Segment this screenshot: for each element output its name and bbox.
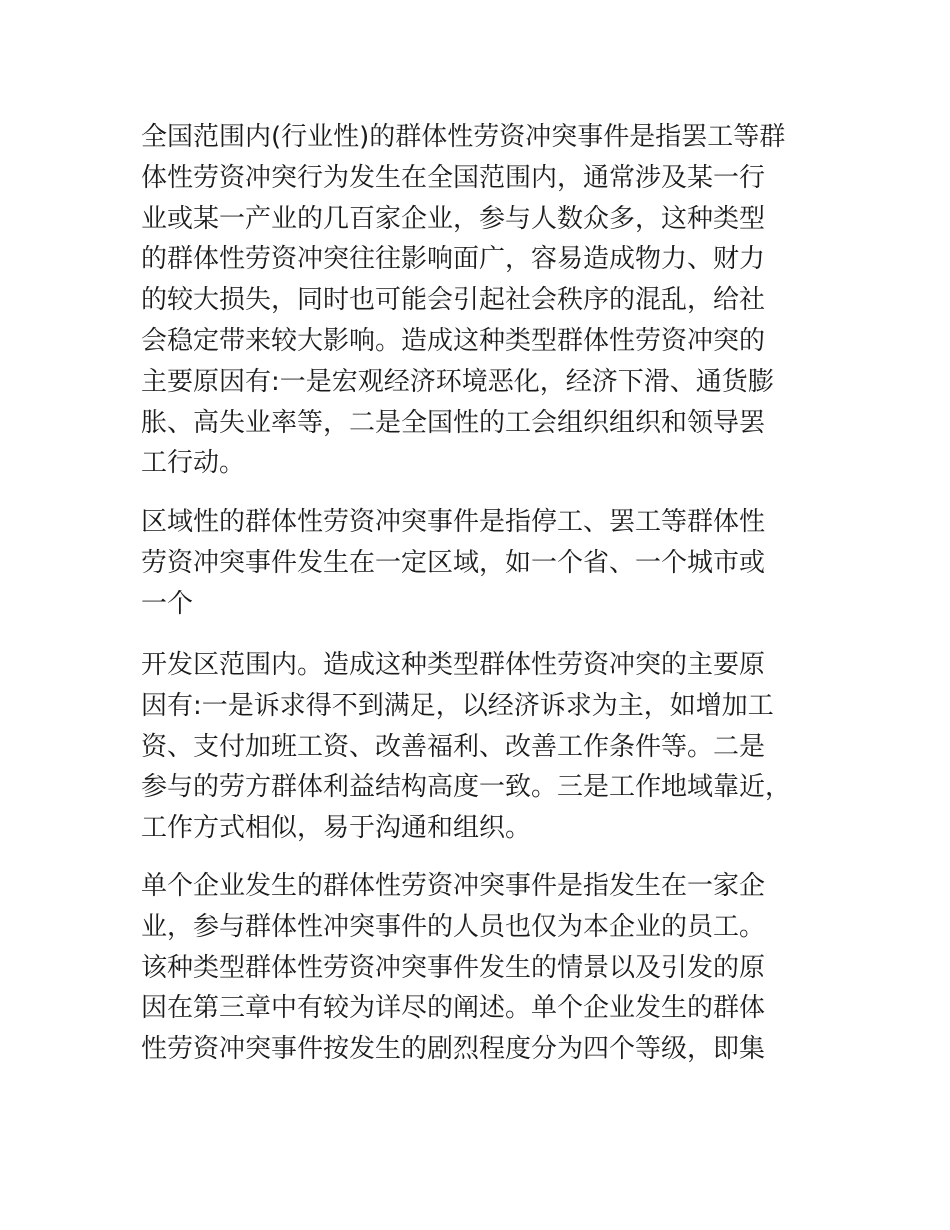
text-line: 全国范围内(行业性)的群体性劳资冲突事件是指罢工等群 (141, 122, 786, 152)
paragraph-national-conflict (141, 117, 821, 484)
text-line: 劳资冲突事件发生在一定区域，如一个省、一个城市或 (141, 547, 766, 578)
text-line: 资、支付加班工资、改善福利、改善工作条件等。二是 (141, 731, 766, 762)
text-line: 区域性的群体性劳资冲突事件是指停工、罢工等群体性 (141, 507, 766, 537)
paragraph-regional-causes (141, 645, 821, 849)
text-line: 开发区范围内。造成这种类型群体性劳资冲突的主要原 (141, 650, 766, 680)
text-line: 单个企业发生的群体性劳资冲突事件是指发生在一家企 (141, 871, 766, 901)
text-line: 的群体性劳资冲突往往影响面广，容易造成物力、财力 (141, 244, 766, 275)
text-line: 工作方式相似，易于沟通和组织。 (141, 813, 532, 844)
text-line: 性劳资冲突事件按发生的剧烈程度分为四个等级，即集 (141, 1034, 766, 1065)
text-line: 因在第三章中有较为详尽的阐述。单个企业发生的群体 (141, 993, 766, 1024)
text-line: 工行动。 (141, 448, 246, 479)
text-line: 一个 (141, 588, 194, 619)
text-line: 业，参与群体性冲突事件的人员也仅为本企业的员工。 (141, 911, 766, 942)
paragraph-single-enterprise-conflict (141, 866, 821, 1070)
text-line: 主要原因有:一是宏观经济环境恶化，经济下滑、通货膨 (141, 366, 774, 397)
text-line: 会稳定带来较大影响。造成这种类型群体性劳资冲突的 (141, 325, 766, 356)
text-line: 因有:一是诉求得不到满足，以经济诉求为主，如增加工 (141, 690, 774, 721)
text-line: 参与的劳方群体利益结构高度一致。三是工作地域靠近， (141, 772, 792, 803)
text-line: 该种类型群体性劳资冲突事件发生的情景以及引发的原 (141, 952, 766, 983)
paragraph-regional-conflict (141, 502, 821, 624)
text-line: 的较大损失，同时也可能会引起社会秩序的混乱，给社 (141, 285, 766, 316)
text-line: 业或某一产业的几百家企业，参与人数众多，这种类型 (141, 203, 766, 234)
text-line: 胀、高失业率等，二是全国性的工会组织组织和领导罢 (141, 407, 766, 438)
text-line: 体性劳资冲突行为发生在全国范围内，通常涉及某一行 (141, 162, 766, 193)
